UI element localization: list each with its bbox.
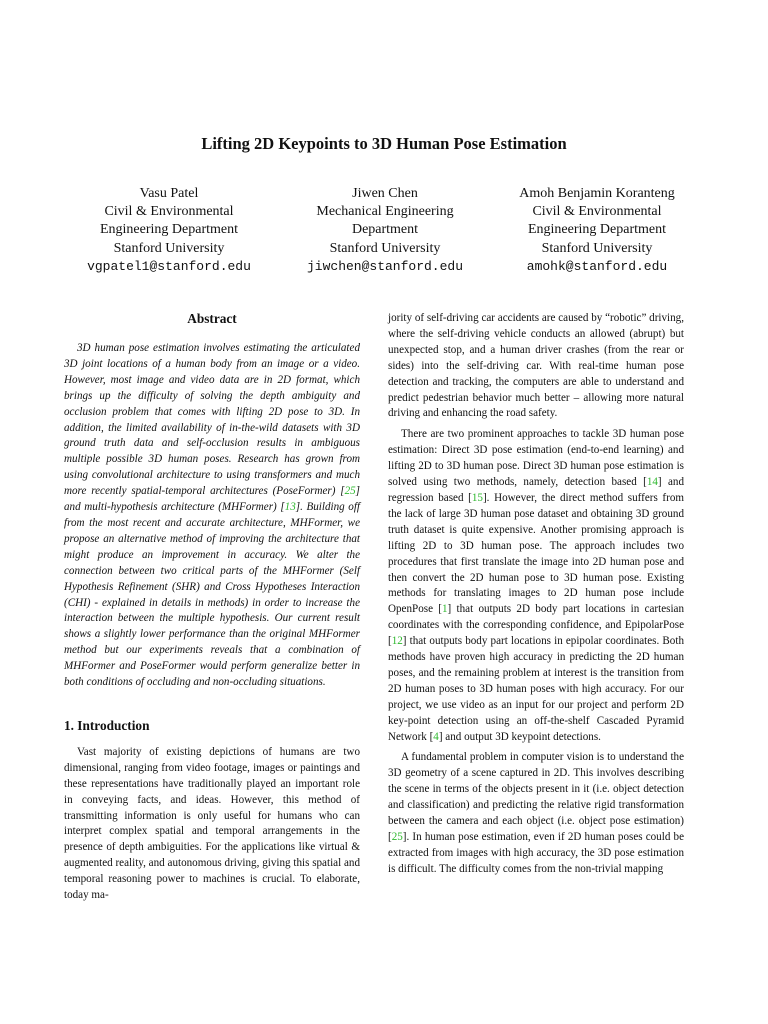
body-text-segment: ] and output 3D keypoint detections. — [438, 730, 601, 743]
abstract-text-segment: ]. Building off from the most recent and accurate architecture, MHFormer, we propose an alternative method of improving the architecture that might produce an improvement in accuracy. We alter the connection between two critical parts of the MHFormer (Self Hypothesis Refinement (SHR) and Cross Hypotheses Interaction (CHI) - explained in details in methods) in order to increase the interaction between the multiple hypothesis. Our current result shows a slightly lower performance than the original MHFormer method but our experiments reveals that a combination of MHFormer and PoseFormer would perform generalize better in both conditions of occluding and non-occluding situations. — [64, 501, 360, 689]
citation-link[interactable]: 14 — [646, 476, 658, 489]
author-university: Stanford University — [329, 240, 441, 256]
abstract-text-segment: 3D human pose estimation involves estimating the articulated 3D joint locations of a human body from an image or a video. However, most image and video data are in 2D format, which brings up the difficulty of solving the depth ambiguity and occlusion problem that comes with lifting 2D pose to 3D. In addition, the limited availability of in-the-wild datasets with 3D ground truth data and self-occlusion results in ambiguous multiple possible 3D human poses. Research has grown from using convolutional architecture to using transformers and much more recently spatial-temporal architectures (PoseFormer) [ — [64, 342, 360, 498]
body-paragraph: jority of self-driving car accidents are caused by “robotic” driving, where the self-driving vehicle conducts an allowed (abrupt) but unexpected stop, and a human driver crashes (from the rear or sides) into the self-driving car. With real-time human pose detection and tracking, the computers are able to understand and predict pedestrian behavior much better – allowing more natural driving and enhancing the road safety. — [388, 312, 684, 420]
body-text-segment: ] and regression based [ — [388, 476, 684, 504]
body-text-segment: ]. In human pose estimation, even if 2D human poses could be extracted from images with high accuracy, the 3D pose estimation is difficult. The difficulty comes from the non-trivial mapping — [388, 831, 684, 875]
author-university: Stanford University — [113, 240, 225, 256]
author-2 — [280, 185, 490, 276]
author-affiliation-line: Civil & Environmental — [532, 204, 662, 220]
citation-link[interactable]: 12 — [391, 635, 403, 648]
author-name: Jiwen Chen — [352, 186, 418, 201]
right-column — [388, 311, 684, 878]
author-email[interactable]: jiwchen@stanford.edu — [306, 258, 464, 274]
author-block — [64, 185, 704, 285]
citation-link[interactable]: 25 — [344, 485, 356, 498]
author-email[interactable]: amohk@stanford.edu — [526, 258, 668, 274]
author-name: Amoh Benjamin Koranteng — [519, 186, 675, 201]
author-3 — [490, 185, 704, 276]
citation-link[interactable]: 4 — [433, 730, 439, 743]
citation-link[interactable]: 25 — [391, 831, 403, 843]
author-email[interactable]: vgpatel1@stanford.edu — [87, 258, 251, 274]
author-affiliation-line: Engineering Department — [527, 222, 666, 238]
author-university: Stanford University — [541, 240, 653, 256]
paper-title: Lifting 2D Keypoints to 3D Human Pose Estimation — [201, 134, 567, 153]
author-affiliation-line: Mechanical Engineering — [316, 204, 454, 220]
abstract-heading: Abstract — [187, 311, 237, 326]
introduction-heading: 1. Introduction — [64, 717, 150, 733]
body-paragraph — [388, 750, 684, 877]
author-affiliation-line: Civil & Environmental — [104, 204, 234, 220]
introduction-paragraph: Vast majority of existing depictions of humans are two dimensional, ranging from video footage, images or paintings and these representations have traditionally played an important role in conveying facts, and ideas. However, this method of transmitting information is only useful for humans who can interpret complex spatial and temporal arrangements in the presence of depth ambiguities. For the applications like virtual & augmented reality, and autonomous driving, giving this spatial and temporal reasoning power to machines is crucial. To elaborate, today ma- — [64, 745, 360, 902]
abstract-text-segment: ] and multi-hypothesis architecture (MHFormer) [ — [64, 485, 360, 514]
author-name: Vasu Patel — [139, 186, 199, 201]
body-text-segment: ]. However, the direct method suffers from the lack of large 3D human pose dataset and obtaining 3D ground truth dataset is quite expensive. Another promising approach is lifting 2D to 3D human pose. The approach includes two procedures that first translate the image into 2D human pose and then convert the 2D human pose to 3D human pose. Existing methods for translating images to 2D human pose include OpenPose [ — [388, 491, 684, 616]
body-text-segment: There are two prominent approaches to tackle 3D human pose estimation: Direct 3D pose estimation (end-to-end learning) and lifting 2D to 3D human pose. Direct 3D human pose estimation is solved using two methods, namely, detection based [ — [388, 428, 684, 489]
author-affiliation-line: Engineering Department — [99, 222, 238, 238]
author-1 — [64, 185, 274, 276]
citation-link[interactable]: 1 — [441, 603, 448, 616]
citation-link[interactable]: 15 — [471, 491, 483, 504]
author-affiliation-line: Department — [351, 222, 419, 238]
left-column — [64, 310, 360, 904]
abstract-body — [64, 341, 360, 691]
body-text-segment: A fundamental problem in computer vision is to understand the 3D geometry of a scene captured in 2D. This involves describing the scene in terms of the objects present in it (i.e. object detection and classification) and predicting the relative rigid transformation between the camera and each object (i.e. object pose estimation) [ — [388, 751, 684, 843]
body-paragraph — [388, 427, 684, 745]
body-text-segment: ] that outputs body part locations in epipolar coordinates. Both methods have proven high accuracy in predicting the 2D human poses, and the remaining problem at interest is the transition from 2D human poses to 3D human poses with high accuracy. For our project, we use video as an input for our project and perform 2D key-point detection using an off-the-shelf Cascaded Pyramid Network [ — [388, 635, 684, 743]
body-text-segment: ] that outputs 2D body part locations in cartesian coordinates with the corresponding confidence, and EpipolarPose [ — [388, 603, 684, 648]
citation-link[interactable]: 13 — [284, 501, 296, 514]
